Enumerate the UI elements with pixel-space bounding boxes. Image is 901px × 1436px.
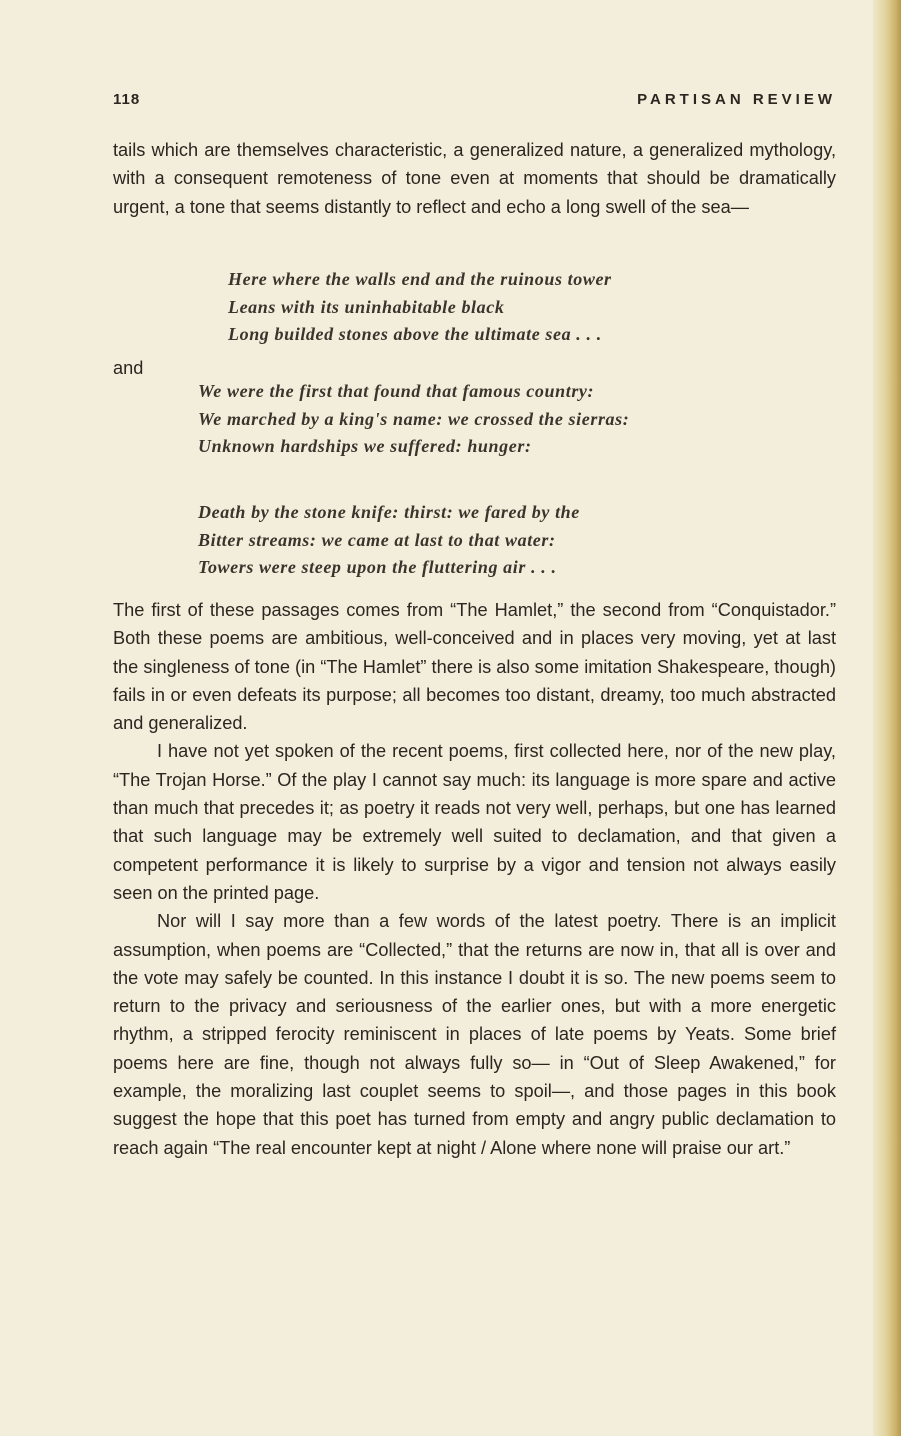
verse-line: Death by the stone knife: thirst: we fared by the — [198, 502, 580, 522]
journal-title: PARTISAN REVIEW — [637, 91, 836, 108]
body-text — [113, 596, 836, 1162]
verse-line: We marched by a king's name: we crossed the sierras: — [198, 408, 630, 429]
page-header — [113, 91, 836, 113]
paragraph-first-passages: The first of these passages comes from “The Hamlet,” the second from “Conquistador.” Both these poems are ambitious, well-conceived and in places very moving, yet at last the singleness of tone (in “The Hamlet” there is also some imitation Shakespeare, though) fails in or even defeats its purpose; all becomes too distant, dreamy, too much abstracted and generalized. — [113, 600, 836, 734]
verse-line: Here where the walls end and the ruinous tower — [228, 269, 612, 289]
verse-line: Leans with its uninhabitable black — [228, 296, 505, 317]
opening-paragraph — [113, 136, 836, 221]
verse-line: We were the first that found that famous country: — [198, 381, 595, 401]
verse-quotation-conquistador — [198, 378, 629, 461]
paragraph-latest-poetry: Nor will I say more than a few words of the latest poetry. There is an implicit assumption, when poems are “Collected,” that the returns are now in, that all is over and the vote may safely be counted. In this instance I doubt it is so. The new poems seem to return to the privacy and seriousness of the earlier ones, but with a more energetic rhythm, a stripped ferocity reminiscent in places of late poems by Yeats. Some brief poems here are fine, though not always fully so— in “Out of Sleep Awakened,” for example, the moralizing last couplet seems to spoil—, and those pages in this book suggest the hope that this poet has turned from empty and angry public declamation to reach again “The real encounter kept at night / Alone where none will praise our art.” — [113, 911, 836, 1158]
verse-line: Unknown hardships we suffered: hunger: — [198, 436, 532, 456]
page-number: 118 — [113, 91, 141, 108]
verse-line: Long builded stones above the ultimate sea . . . — [228, 324, 602, 344]
verse-line: Towers were steep upon the fluttering air . . . — [198, 557, 557, 577]
verse-line: Bitter streams: we came at last to that water: — [198, 529, 556, 550]
paragraph-trojan-horse: I have not yet spoken of the recent poems, first collected here, nor of the new play, “The Trojan Horse.” Of the play I cannot say much: its language is more spare and active than much that precedes it; as poetry it reads not very well, perhaps, but one has learned that such language may be extremely well suited to declamation, and that given a competent performance it is likely to surprise by a vigor and tension not always easily seen on the printed page. — [113, 741, 836, 903]
paragraph-text: tails which are themselves characteristic, a generalized nature, a generalized mythology, with a consequent remoteness of tone even at moments that should be dramatically urgent, a tone that seems distantly to reflect and echo a long swell of the sea— — [113, 140, 836, 217]
page-edge-shadow — [873, 0, 901, 1436]
verse-quotation-conquistador-stanza-2 — [198, 499, 580, 582]
connector-word: and — [113, 358, 144, 378]
verse-quotation-hamlet — [228, 266, 612, 349]
